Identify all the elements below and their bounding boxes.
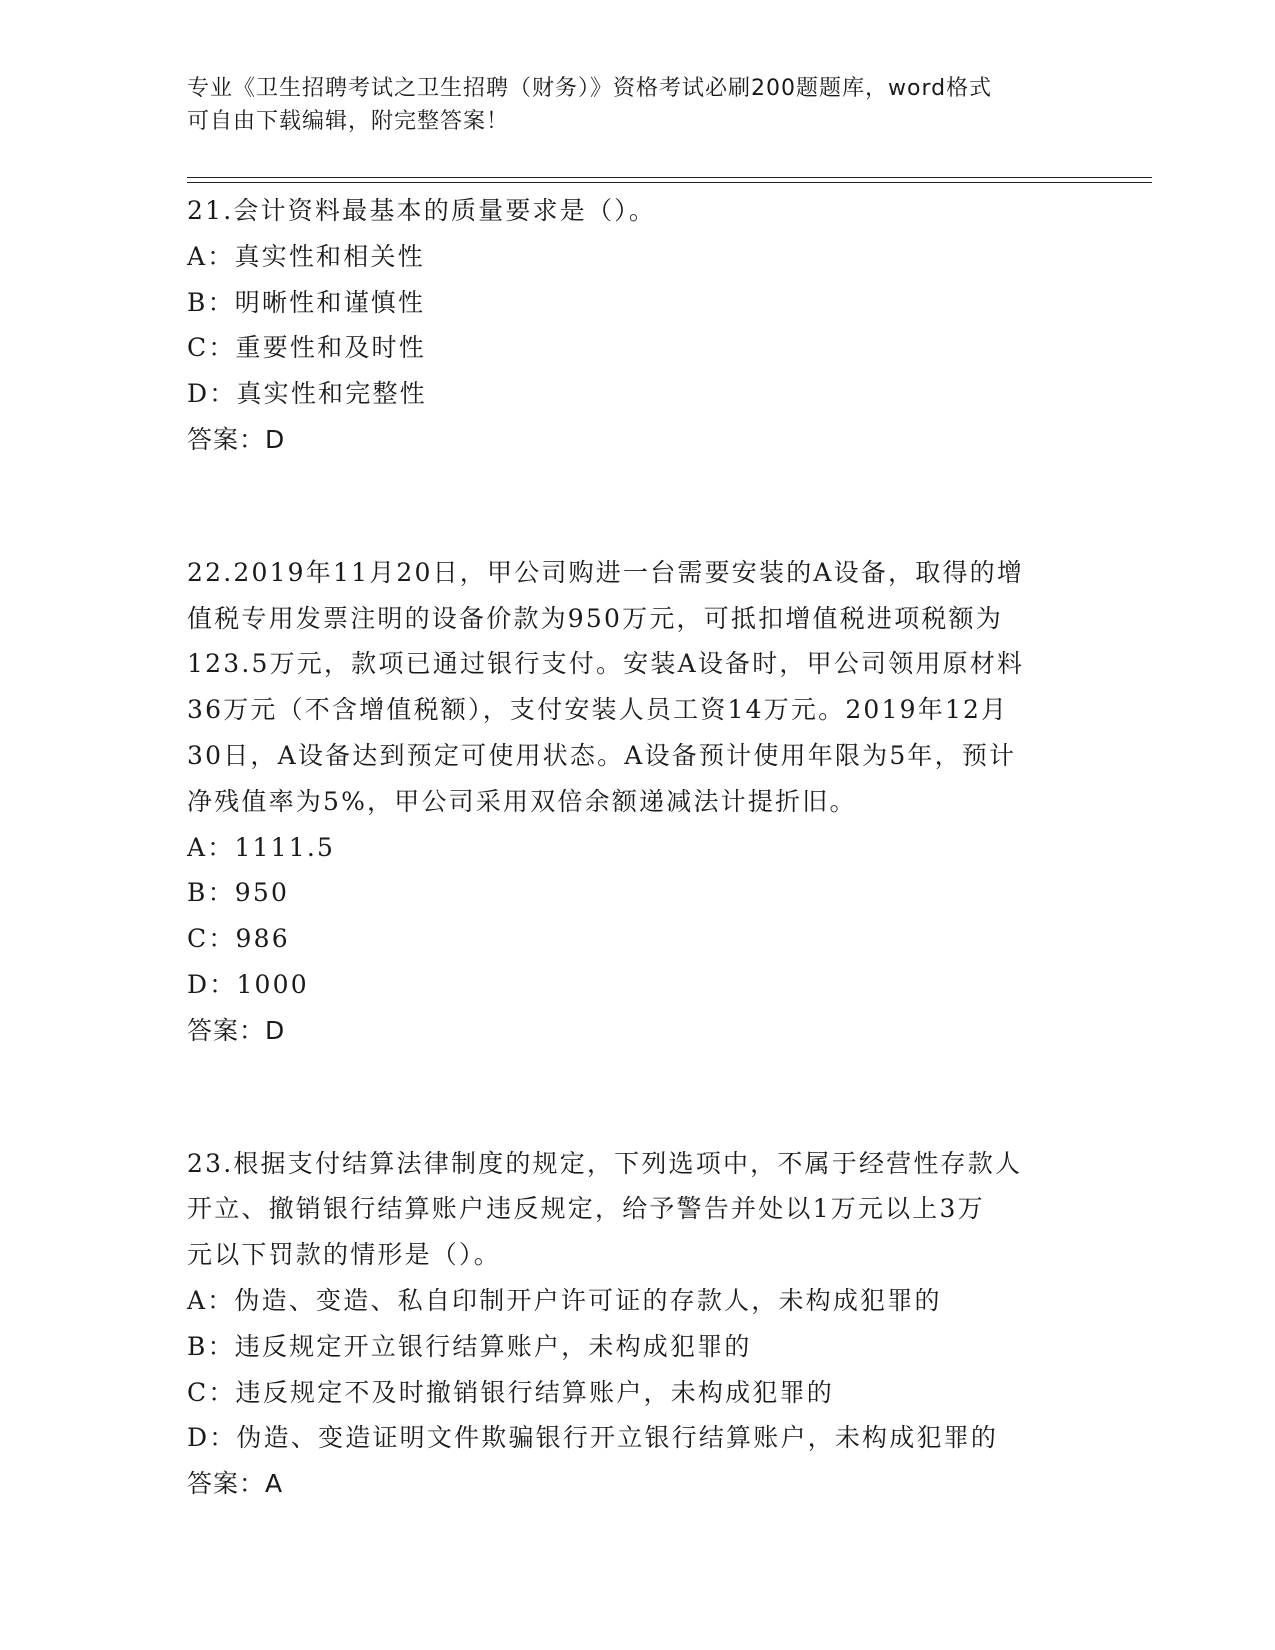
question-gap	[187, 1054, 1087, 1141]
option-a: A：1111.5	[187, 832, 336, 862]
option-b: B：950	[187, 878, 290, 908]
question-stem: 30日，A设备达到预定可使用状态。A设备预计使用年限为5年，预计	[187, 740, 1017, 770]
option-a: A：伪造、变造、私自印制开户许可证的存款人，未构成犯罪的	[187, 1285, 942, 1315]
question-block	[187, 188, 1087, 463]
question-stem: 22.2019年11月20日，甲公司购进一台需要安装的A设备，取得的增	[187, 557, 1025, 587]
question-stem: 21.会计资料最基本的质量要求是（）。	[187, 196, 657, 225]
header-line: 专业《卫生招聘考试之卫生招聘（财务）》资格考试必刷200题题库，word格式	[187, 76, 993, 101]
question-stem: 净残值率为5%，甲公司采用双倍余额递减法计提折旧。	[187, 786, 857, 816]
question-stem: 值税专用发票注明的设备价款为950万元，可抵扣增值税进项税额为	[187, 603, 1003, 633]
question-stem: 36万元（不含增值税额），支付安装人员工资14万元。2019年12月	[187, 695, 1009, 725]
option-d: D：伪造、变造证明文件欺骗银行开立银行结算账户，未构成犯罪的	[187, 1423, 999, 1453]
option-d: D：1000	[187, 969, 309, 999]
document-header	[187, 72, 1067, 138]
question-gap	[187, 463, 1087, 550]
question-block	[187, 1141, 1087, 1507]
answer: 答案：D	[187, 424, 286, 454]
answer: 答案：A	[187, 1469, 284, 1499]
option-c: C：违反规定不及时撤销银行结算账户，未构成犯罪的	[187, 1377, 834, 1407]
header-line: 可自由下载编辑，附完整答案！	[187, 109, 510, 134]
question-stem: 123.5万元，款项已通过银行支付。安装A设备时，甲公司领用原材料	[187, 649, 1025, 679]
header-divider	[187, 182, 1152, 183]
question-stem: 元以下罚款的情形是（）。	[187, 1240, 501, 1270]
question-stem: 开立、撤销银行结算账户违反规定，给予警告并处以1万元以上3万	[187, 1194, 985, 1224]
option-c: C：重要性和及时性	[187, 333, 426, 363]
option-d: D：真实性和完整性	[187, 379, 427, 409]
option-a: A：真实性和相关性	[187, 241, 425, 271]
option-b: B：明晰性和谨慎性	[187, 287, 426, 317]
question-stem: 23.根据支付结算法律制度的规定，下列选项中，不属于经营性存款人	[187, 1148, 1023, 1178]
option-b: B：违反规定开立银行结算账户，未构成犯罪的	[187, 1331, 752, 1361]
question-block	[187, 550, 1087, 1054]
header-divider	[187, 177, 1152, 178]
option-c: C：986	[187, 924, 290, 954]
answer: 答案：D	[187, 1015, 286, 1045]
question-list	[187, 188, 1087, 1507]
